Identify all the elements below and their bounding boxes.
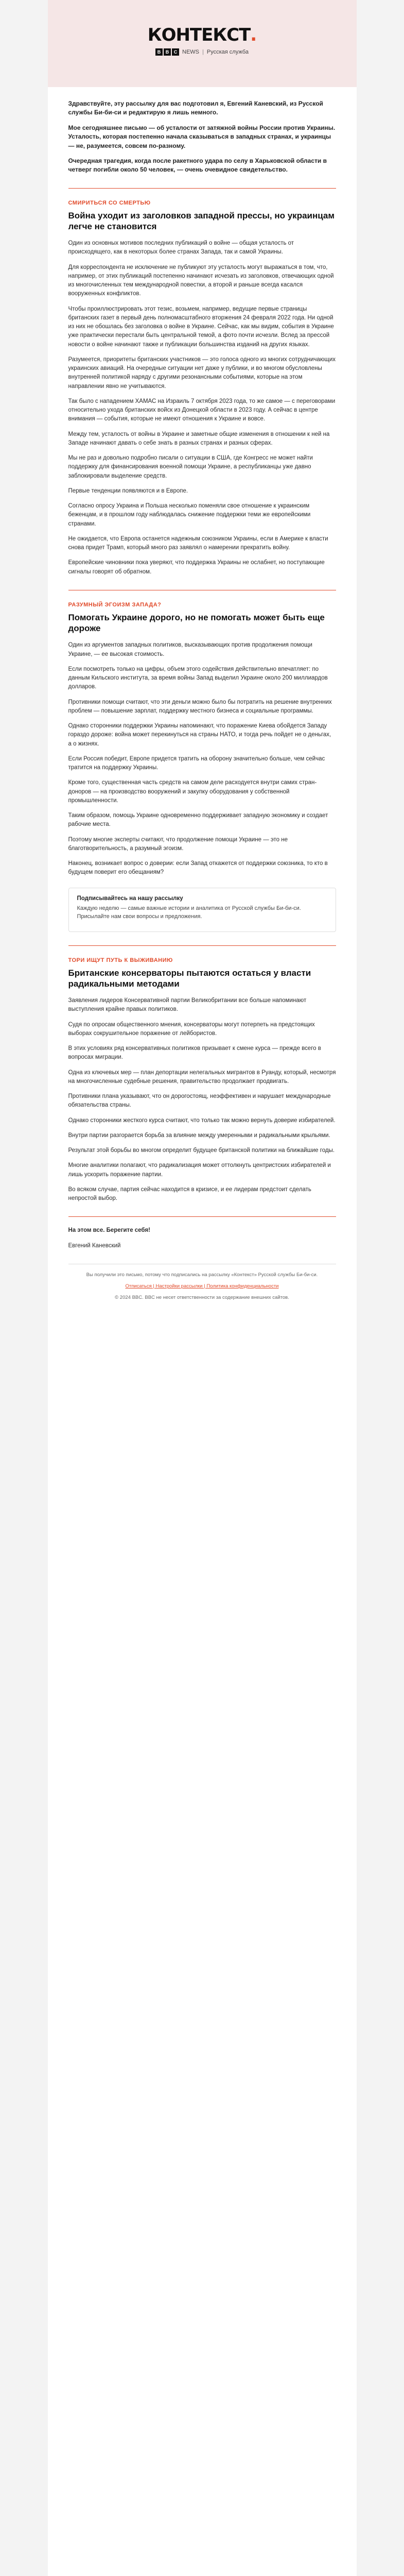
- paragraph: Поэтому многие эксперты считают, что продолжение помощи Украине — это не благотворительность, а разумный эгоизм.: [68, 836, 288, 852]
- service-name: NEWS: [182, 49, 200, 55]
- section-title: Британские консерваторы пытаются остаться у власти радикальными методами: [68, 968, 311, 989]
- footer: [68, 1264, 336, 1302]
- paragraph: Если Россия победит, Европе придется тратить на оборону значительно больше, чем сейчас тратится на поддержку Украины.: [68, 755, 325, 771]
- sub-logo: [155, 48, 249, 56]
- paragraph: Мы не раз и довольно подробно писали о ситуации в США, где Конгресс не может найти поддержку для финансирования военной помощи Украине, а республиканцы уже давно заблокировали выделение средств.: [68, 455, 313, 479]
- logo-text: КОНТЕКСТ: [147, 25, 251, 45]
- paragraph: Одна из ключевых мер — план депортации нелегальных мигрантов в Руанду, который, несмотря на многочисленные судебные решения, правительство продолжает продвигать.: [68, 1069, 336, 1084]
- paragraph: Результат этой борьбы во многом определит будущее британской политики на ближайшие годы.: [68, 1147, 335, 1154]
- paragraph: Чтобы проиллюстрировать этот тезис, возьмем, например, ведущие первые страницы британских газет в первый день полномасштабного вторжения 24 февраля 2022 года. Ни одной из них не обошлась без заголовка о войне в Украине. Сейчас, как мы видим, события в Украине уже практически перестали быть центральной темой, а фото почти исчезли. Вслед за прессой новости о войне начинают также и публикации большинства изданий на других языках.: [68, 306, 334, 348]
- paragraph: Кроме того, существенная часть средств на самом деле расходуется внутри самих стран-доноров — на производство вооружений и закупку оборудования у собственной промышленности.: [68, 779, 317, 804]
- intro: [68, 99, 336, 175]
- footer-links[interactable]: Отписаться | Настройки рассылки | Политика конфиденциальности: [125, 1283, 279, 1290]
- intro-paragraph: Очередная трагедия, когда после ракетного удара по селу в Харьковской области в четверг погибли около 50 человек, — очень очевидное свидетельство.: [68, 157, 327, 174]
- paragraph: Заявления лидеров Консервативной партии Великобритании все больше напоминают выступления крайне правых политиков.: [68, 997, 307, 1013]
- paragraph: Если посмотреть только на цифры, объем этого содействия действительно впечатляет: по данным Кильского института, за время войны Запад выделил Украине около 200 миллиардов долларов.: [68, 666, 328, 690]
- newsletter-content: [48, 99, 357, 1250]
- section-title: Помогать Украине дорого, но не помогать может быть еще дороже: [68, 612, 325, 634]
- paragraph: Не ожидается, что Европа останется надежным союзником Украины, если в Америке к власти снова придет Трамп, который много раз заявлял о намерении прекратить войну.: [68, 535, 328, 551]
- intro-paragraph: Здравствуйте, эту рассылку для вас подготовил я, Евгений Каневский, из Русской службы Би-би-си и редактирую я лишь немного.: [68, 100, 323, 116]
- closing-title: На этом все. Берегите себя!: [68, 1227, 150, 1234]
- paragraph: Однако сторонники поддержки Украины напоминают, что поражение Киева обойдется Западу гораздо дороже: война может перекинуться на страны НАТО, и тогда речь пойдет не о деньгах, а о жизнях.: [68, 723, 331, 747]
- newsletter-header: [48, 0, 357, 87]
- separator: |: [202, 49, 204, 55]
- footer-copyright: © 2024 BBC. BBC не несет ответственности за содержание внешних сайтов.: [115, 1295, 289, 1301]
- paragraph: Между тем, усталость от войны в Украине и заметные общие изменения в отношении к ней на Западе начинают давать о себе знать в разных странах и разных сферах.: [68, 431, 330, 446]
- paragraph: Для корреспондента не исключение не публикуют эту усталость могут выражаться в том, что, например, от этих публикаций постепенно начинают исчезать из заголовков, отвечающих одной из многочисленных тем международной повестки, а второй и раньше всегда касался вооруженных конфликтов.: [68, 264, 334, 297]
- bbc-block: C: [172, 48, 179, 56]
- footer-text: Вы получили это письмо, потому что подписались на рассылку «Контекст» Русской службы Би-би-си.: [86, 1272, 318, 1278]
- paragraph: Так было с нападением ХАМАС на Израиль 7 октября 2023 года, то же самое — с переговорами относительно ухода британских войск из Донецкой области в 2023 году. А сейчас в центре внимания — события, которые не имеют отношения к Украине и вовсе.: [68, 398, 336, 422]
- logo-dot: .: [250, 25, 257, 45]
- subscribe-box[interactable]: [68, 888, 336, 932]
- section-label: ТОРИ ИЩУТ ПУТЬ К ВЫЖИВАНИЮ: [68, 957, 173, 963]
- paragraph: Наконец, возникает вопрос о доверии: если Запад откажется от поддержки союзника, то кто в будущем поверит его обещаниям?: [68, 860, 328, 876]
- service-language: Русская служба: [206, 49, 249, 55]
- subscribe-title: Подписывайтесь на нашу рассылку: [77, 895, 183, 902]
- section-label: РАЗУМНЫЙ ЭГОИЗМ ЗАПАДА?: [68, 601, 162, 608]
- paragraph: Противники помощи считают, что эти деньги можно было бы потратить на решение внутренних проблем — повышение зарплат, поддержку местного бизнеса и социальные программы.: [68, 699, 332, 714]
- closing-signature: Евгений Каневский: [68, 1242, 121, 1249]
- bbc-logo: [155, 48, 179, 56]
- paragraph: Противники плана указывают, что он дорогостоящ, неэффективен и нарушает международные обязательства страны.: [68, 1093, 331, 1109]
- paragraph: Первые тенденции появляются и в Европе.: [68, 487, 188, 494]
- intro-paragraph: Мое сегодняшнее письмо — об усталости от затяжной войны России против Украины. Усталость, которая постепенно начала сказываться в западных странах, и украинцы — не, разумеется, совсем по-разному.: [68, 124, 336, 149]
- paragraph: Разумеется, приоритеты британских участников — это голоса одного из многих сотрудничающих украинских авиаций. На очередные ситуации нет даже у публики, и во многом обусловлены внутренней политикой наряду с другими резонансными событиями, которые на этом направлении явно не учитываются.: [68, 356, 336, 389]
- section-label: СМИРИТЬСЯ СО СМЕРТЬЮ: [68, 199, 151, 206]
- newsletter-page: [48, 0, 357, 2576]
- paragraph: Судя по опросам общественного мнения, консерваторы могут потерпеть на предстоящих выборах сокрушительное поражение от лейбористов.: [68, 1021, 315, 1037]
- paragraph: Во всяком случае, партия сейчас находится в кризисе, и ее лидерам предстоит сделать непростой выбор.: [68, 1186, 311, 1202]
- paragraph: Однако сторонники жесткого курса считают, что только так можно вернуть доверие избирателей.: [68, 1117, 336, 1124]
- paragraph: Многие аналитики полагают, что радикализация может оттолкнуть центристских избирателей и лишь ускорить поражение партии.: [68, 1162, 331, 1178]
- paragraph: Один из основных мотивов последних публикаций о войне — общая усталость от происходящего, как в некоторых более странах Запада, так и самой Украины.: [68, 240, 294, 256]
- paragraph: Внутри партии разгорается борьба за влияние между умеренными и радикальными крыльями.: [68, 1132, 330, 1139]
- section-title: Война уходит из заголовков западной прессы, но украинцам легче не становится: [68, 210, 335, 231]
- paragraph: В этих условиях ряд консервативных политиков призывает к смене курса — прежде всего в вопросах миграции.: [68, 1045, 321, 1061]
- paragraph: Согласно опросу Украина и Польша несколько поменяли свое отношение к украинским беженцам, и в прошлом году наблюдалась снижение поддержки теми же европейскими странами.: [68, 503, 311, 527]
- bbc-block: B: [155, 48, 163, 56]
- paragraph: Один из аргументов западных политиков, высказывающих против продолжения помощи Украине, — ее высокая стоимость.: [68, 642, 312, 657]
- bbc-block: B: [164, 48, 171, 56]
- paragraph: Таким образом, помощь Украине одновременно поддерживает западную экономику и создает рабочие места.: [68, 812, 328, 828]
- section-divider: [68, 945, 336, 946]
- section-divider: [68, 188, 336, 189]
- paragraph: Европейские чиновники пока уверяют, что поддержка Украины не ослабнет, но поступающие сигналы говорят об обратном.: [68, 560, 325, 575]
- section-divider: [68, 1216, 336, 1217]
- subscribe-text: Каждую неделю — самые важные истории и аналитика от Русской службы Би-би-си. Присылайте нам свои вопросы и предложения.: [77, 905, 301, 920]
- logo: [68, 25, 336, 45]
